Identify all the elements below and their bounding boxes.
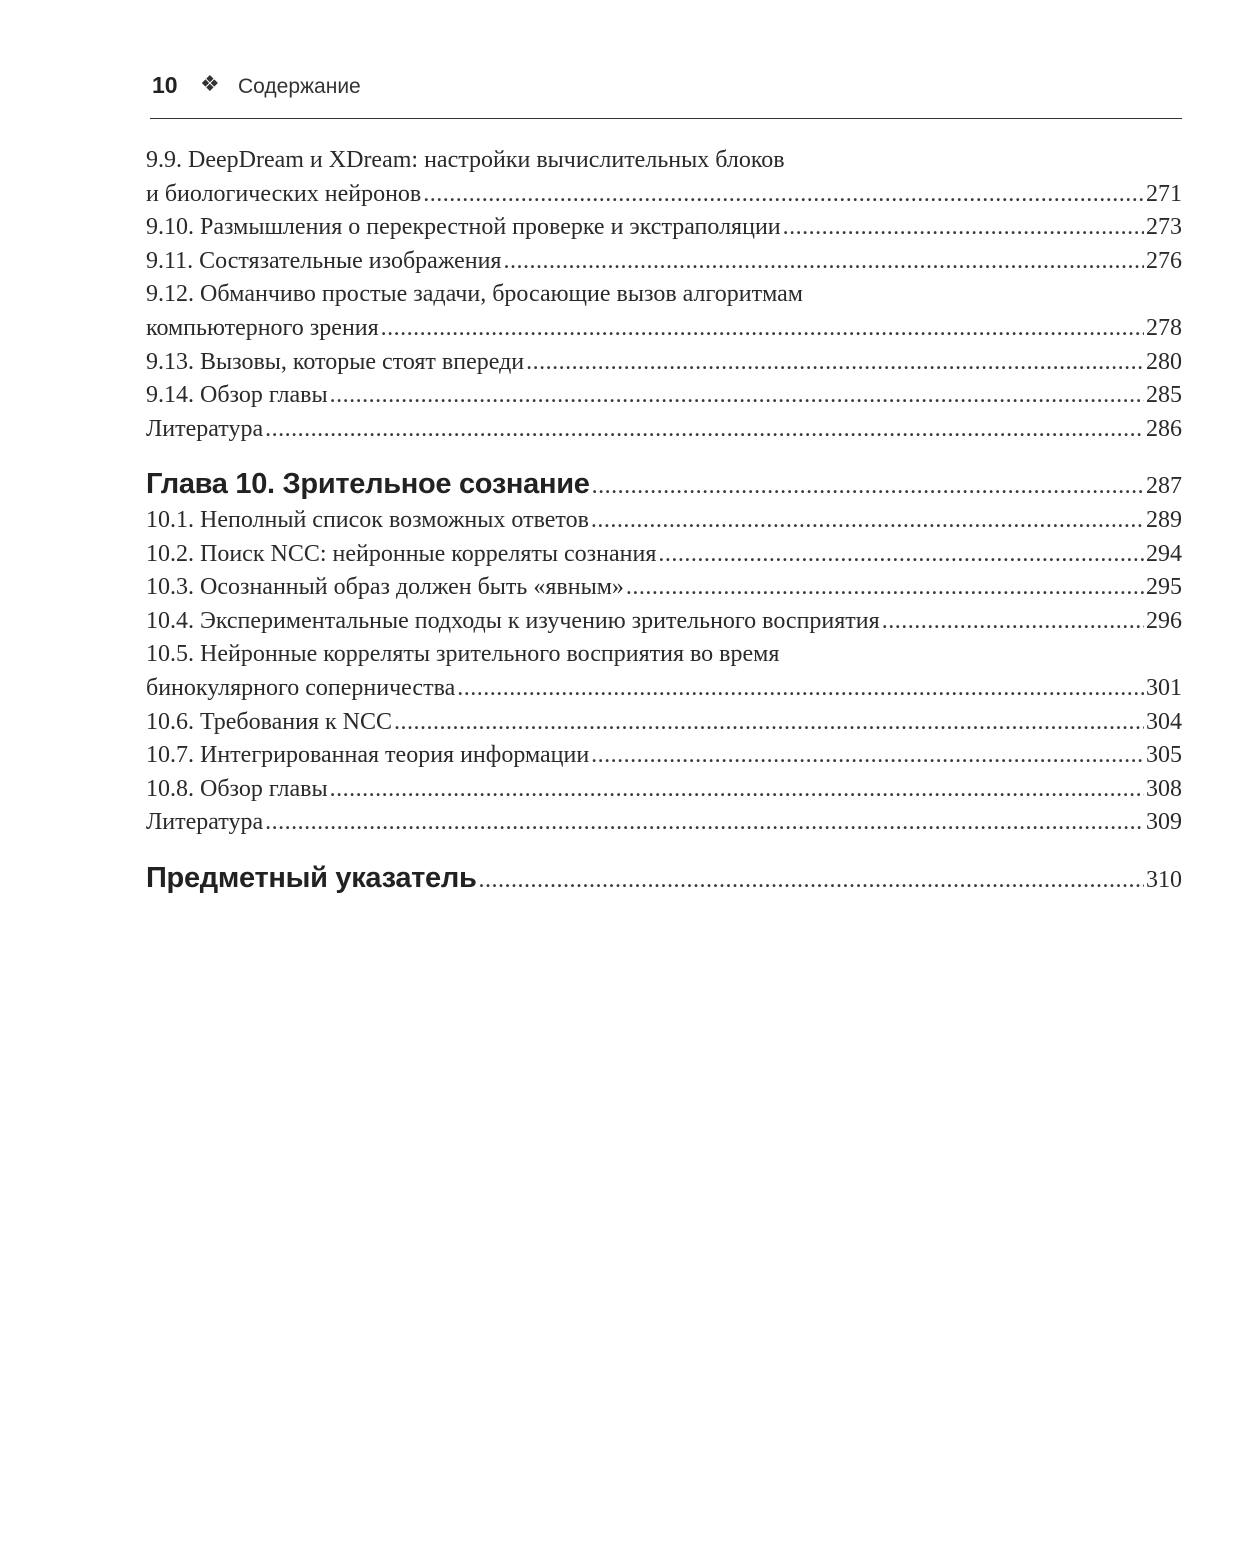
- toc-page-number: 304: [1146, 708, 1182, 735]
- toc-entry-10-8: [146, 773, 1182, 807]
- dot-leader: [882, 605, 1144, 639]
- toc-entry-10-7: [146, 739, 1182, 773]
- toc-entry-9-9: [146, 144, 1182, 211]
- toc-entry-title: 10.7. Интегрированная теория информации: [146, 742, 590, 769]
- toc-entry-title: Литература: [146, 415, 264, 442]
- dot-leader: [381, 312, 1144, 346]
- toc-entry-10-2: [146, 538, 1182, 572]
- toc-entry-title: 9.9. DeepDream и XDream: настройки вычислительных блоков: [146, 147, 785, 173]
- dot-leader: [265, 413, 1144, 447]
- dot-leader: [394, 706, 1144, 740]
- toc-page-number: 278: [1146, 314, 1182, 341]
- toc-page-number: 294: [1146, 540, 1182, 567]
- dot-leader: [265, 806, 1144, 840]
- toc-entry-10-6: [146, 706, 1182, 740]
- toc-subject-index: [146, 862, 1182, 898]
- toc-entry-title-continued: компьютерного зрения: [146, 314, 379, 341]
- dot-leader: [626, 571, 1144, 605]
- toc-entry-9-11: [146, 245, 1182, 279]
- toc-page-number: 296: [1146, 607, 1182, 634]
- toc-entry-10-5: [146, 638, 1182, 705]
- toc-entry-title: 9.10. Размышления о перекрестной проверке и экстраполяции: [146, 214, 781, 241]
- toc-page-number: 308: [1146, 775, 1182, 802]
- toc-entry-title: 10.3. Осознанный образ должен быть «явным»: [146, 574, 624, 601]
- toc-page-number: 280: [1146, 348, 1182, 375]
- toc-entry-9-14: [146, 379, 1182, 413]
- dot-leader: [591, 739, 1144, 773]
- toc-entry-title: Литература: [146, 809, 264, 836]
- toc-entry-9-10: [146, 211, 1182, 245]
- dot-leader: [591, 504, 1144, 538]
- toc-entry-references-ch10: [146, 806, 1182, 840]
- toc-entry-title: 10.1. Неполный список возможных ответов: [146, 506, 589, 533]
- toc-entry-title: 10.4. Экспериментальные подходы к изучению зрительного восприятия: [146, 607, 880, 634]
- table-of-contents: [146, 144, 1182, 897]
- toc-page-number: 295: [1146, 574, 1182, 601]
- toc-page-number: 271: [1146, 180, 1182, 207]
- toc-entry-title: 10.5. Нейронные корреляты зрительного восприятия во время: [146, 641, 780, 668]
- toc-page-number: 301: [1146, 674, 1182, 701]
- toc-entry-references-ch9: [146, 413, 1182, 447]
- toc-page-number: 287: [1146, 473, 1182, 500]
- toc-page-number: 289: [1146, 506, 1182, 533]
- dot-leader: [479, 864, 1144, 898]
- toc-page-number: 286: [1146, 415, 1182, 442]
- toc-entry-title: 9.14. Обзор главы: [146, 382, 328, 409]
- dot-leader: [330, 379, 1144, 413]
- toc-page-number: 276: [1146, 247, 1182, 274]
- toc-entry-9-12: [146, 278, 1182, 345]
- toc-entry-title: 10.2. Поиск NCC: нейронные корреляты сознания: [146, 540, 657, 567]
- toc-page-number: 285: [1146, 382, 1182, 409]
- toc-entry-10-4: [146, 605, 1182, 639]
- dot-leader: [658, 538, 1144, 572]
- dot-leader: [526, 346, 1144, 380]
- toc-page-number: 310: [1146, 866, 1182, 893]
- toc-entry-title: 9.12. Обманчиво простые задачи, бросающие вызов алгоритмам: [146, 281, 803, 308]
- toc-page-number: 273: [1146, 214, 1182, 241]
- toc-page-number: 305: [1146, 742, 1182, 769]
- dot-leader: [783, 211, 1144, 245]
- toc-entry-10-3: [146, 571, 1182, 605]
- toc-entry-title: 10.8. Обзор главы: [146, 775, 328, 802]
- toc-entry-10-1: [146, 504, 1182, 538]
- chapter-title: Глава 10. Зрительное сознание: [146, 468, 590, 501]
- toc-entry-title: 9.13. Вызовы, которые стоят впереди: [146, 348, 525, 375]
- diamond-ornament-icon: ❖: [200, 71, 220, 96]
- toc-entry-title: 9.11. Состязательные изображения: [146, 247, 502, 274]
- dot-leader: [457, 672, 1144, 706]
- toc-entry-title: 10.6. Требования к NCC: [146, 708, 393, 735]
- toc-page-number: 309: [1146, 809, 1182, 836]
- chapter-title: Предметный указатель: [146, 861, 477, 894]
- dot-leader: [330, 773, 1144, 807]
- page-number: 10: [152, 72, 178, 98]
- running-header-title: Содержание: [238, 75, 361, 98]
- toc-entry-title-continued: и биологических нейронов: [146, 180, 422, 207]
- toc-chapter-10: [146, 468, 1182, 504]
- toc-entry-title-continued: бинокулярного соперничества: [146, 674, 456, 701]
- dot-leader: [592, 470, 1144, 504]
- dot-leader: [503, 245, 1144, 279]
- toc-entry-9-13: [146, 346, 1182, 380]
- dot-leader: [423, 178, 1144, 212]
- running-header: [150, 70, 1182, 119]
